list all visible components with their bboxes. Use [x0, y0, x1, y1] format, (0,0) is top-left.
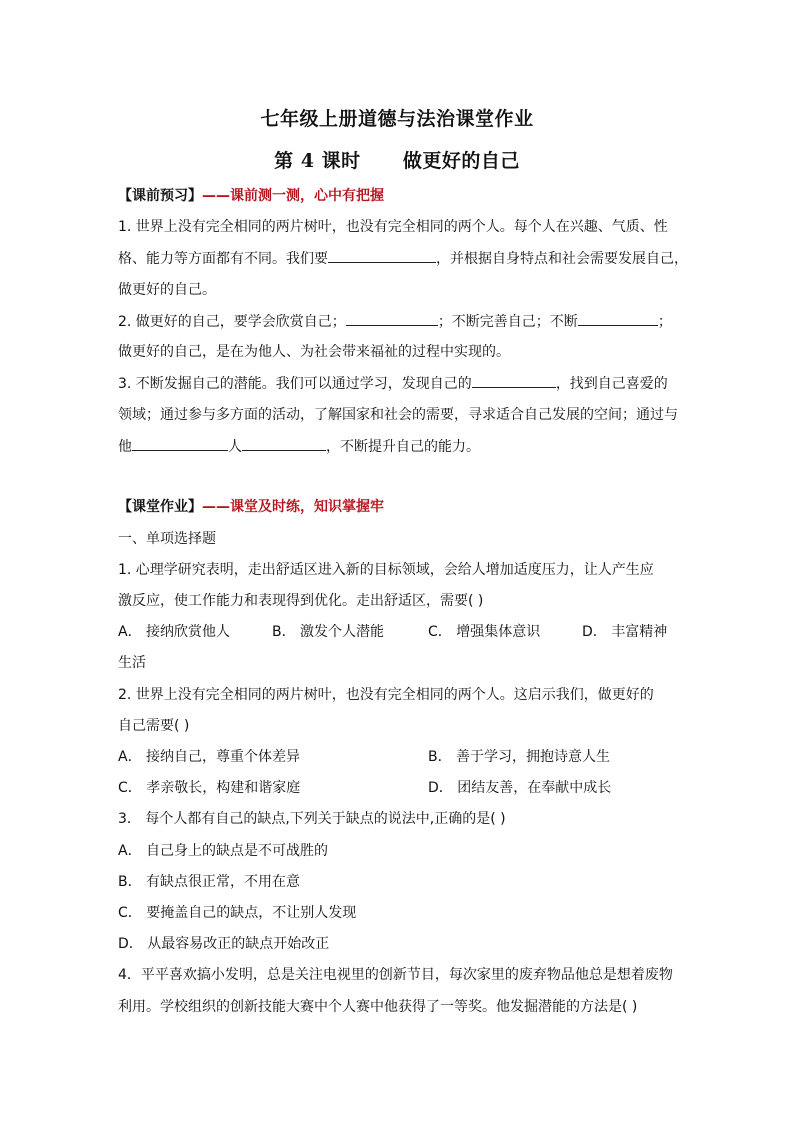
- fill-blank[interactable]: [346, 311, 438, 326]
- fill-blank[interactable]: [328, 248, 436, 263]
- q2-option-d[interactable]: D． 团结友善，在奉献中成长: [428, 780, 612, 796]
- q3-option-a[interactable]: A． 自己身上的缺点是不可战胜的: [118, 843, 329, 859]
- q3-option-c[interactable]: C． 要掩盖自己的缺点，不让别人发现: [118, 905, 357, 921]
- fill-blank[interactable]: [132, 436, 228, 451]
- preview-q3-line1: [118, 373, 668, 394]
- q1-option-b[interactable]: B． 激发个人潜能: [272, 624, 385, 640]
- q1-option-a[interactable]: A． 接纳欣赏他人: [118, 624, 231, 640]
- preview-q1-line3: 做更好的自己。: [118, 282, 216, 298]
- question-1-line2: 激反应，使工作能力和表现得到优化。走出舒适区，需要( ): [118, 593, 484, 609]
- preview-q2-line2: 做更好的自己，是在为他人、为社会带来福祉的过程中实现的。: [118, 344, 510, 360]
- preview-q3-text-b: 人: [228, 439, 242, 455]
- question-1-line1: 1. 心理学研究表明，走出舒适区进入新的目标领域，会给人增加适度压力，让人产生应: [118, 562, 654, 578]
- lesson-number: 第 4 课时: [274, 150, 361, 172]
- page-title: 七年级上册道德与法治课堂作业: [260, 108, 534, 130]
- question-3-line1: 3． 每个人都有自己的缺点,下列关于缺点的说法中,正确的是( ): [118, 811, 506, 827]
- preview-q1-line1: 1. 世界上没有完全相同的两片树叶，也没有完全相同的两个人。每个人在兴趣、气质、性: [118, 219, 668, 235]
- preview-label: 【课前预习】: [118, 188, 202, 204]
- lesson-subtitle: [0, 146, 794, 173]
- preview-q3-text-a: 3. 不断发掘自己的潜能。我们可以通过学习，发现自己的: [118, 376, 472, 392]
- preview-q3-line2: 领域；通过参与多方面的活动，了解国家和社会的需要，寻求适合自己发展的空间；通过与: [118, 407, 678, 423]
- question-4-line2: 利用。学校组织的创新技能大赛中个人赛中他获得了一等奖。他发掘潜能的方法是( ): [118, 999, 638, 1015]
- q1-option-c[interactable]: C． 增强集体意识: [428, 624, 541, 640]
- preview-q2-line1: [118, 311, 672, 332]
- classwork-header: [118, 497, 384, 517]
- section-heading: 一、单项选择题: [118, 531, 216, 547]
- preview-q3-text-b: ，找到自己喜爱的: [555, 376, 668, 392]
- preview-q2-text-a: 2. 做更好的自己，要学会欣赏自己；: [118, 314, 346, 330]
- preview-header: [118, 186, 384, 206]
- fill-blank[interactable]: [578, 311, 658, 326]
- classwork-label: 【课堂作业】: [118, 499, 202, 515]
- preview-q2-text-b: ；不断完善自己；不断: [437, 314, 578, 330]
- q1-option-d[interactable]: D． 丰富精神: [582, 624, 668, 640]
- q2-option-a[interactable]: A． 接纳自己，尊重个体差异: [118, 749, 301, 765]
- preview-q3-line3: [118, 436, 480, 457]
- preview-q3-text-a: 他: [118, 439, 132, 455]
- preview-slogan: ——课前测一测，心中有把握: [202, 188, 384, 204]
- q2-option-c[interactable]: C． 孝亲敬长，构建和谐家庭: [118, 780, 301, 796]
- fill-blank[interactable]: [472, 373, 556, 388]
- q1-option-d-continued: 生活: [118, 655, 146, 671]
- lesson-topic: 做更好的自己: [402, 150, 520, 172]
- question-4-line1: 4．平平喜欢搞小发明，总是关注电视里的创新节目，每次家里的废弃物品他总是想着废物: [118, 967, 673, 983]
- preview-q1-text-a: 格、能力等方面都有不同。我们要: [118, 251, 328, 267]
- preview-q3-text-c: ，不断提升自己的能力。: [326, 439, 480, 455]
- fill-blank[interactable]: [242, 436, 326, 451]
- q3-option-b[interactable]: B． 有缺点很正常，不用在意: [118, 874, 301, 890]
- preview-q2-text-c: ；: [657, 314, 672, 330]
- preview-q1-line2: [118, 248, 688, 269]
- q2-option-b[interactable]: B． 善于学习，拥抱诗意人生: [428, 749, 611, 765]
- question-2-line2: 自己需要( ): [118, 718, 190, 734]
- question-2-line1: 2. 世界上没有完全相同的两片树叶，也没有完全相同的两个人。这启示我们，做更好的: [118, 687, 654, 703]
- q3-option-d[interactable]: D． 从最容易改正的缺点开始改正: [118, 936, 330, 952]
- preview-q1-text-b: ，并根据自身特点和社会需要发展自己，: [436, 251, 688, 267]
- classwork-slogan: ——课堂及时练，知识掌握牢: [202, 499, 384, 515]
